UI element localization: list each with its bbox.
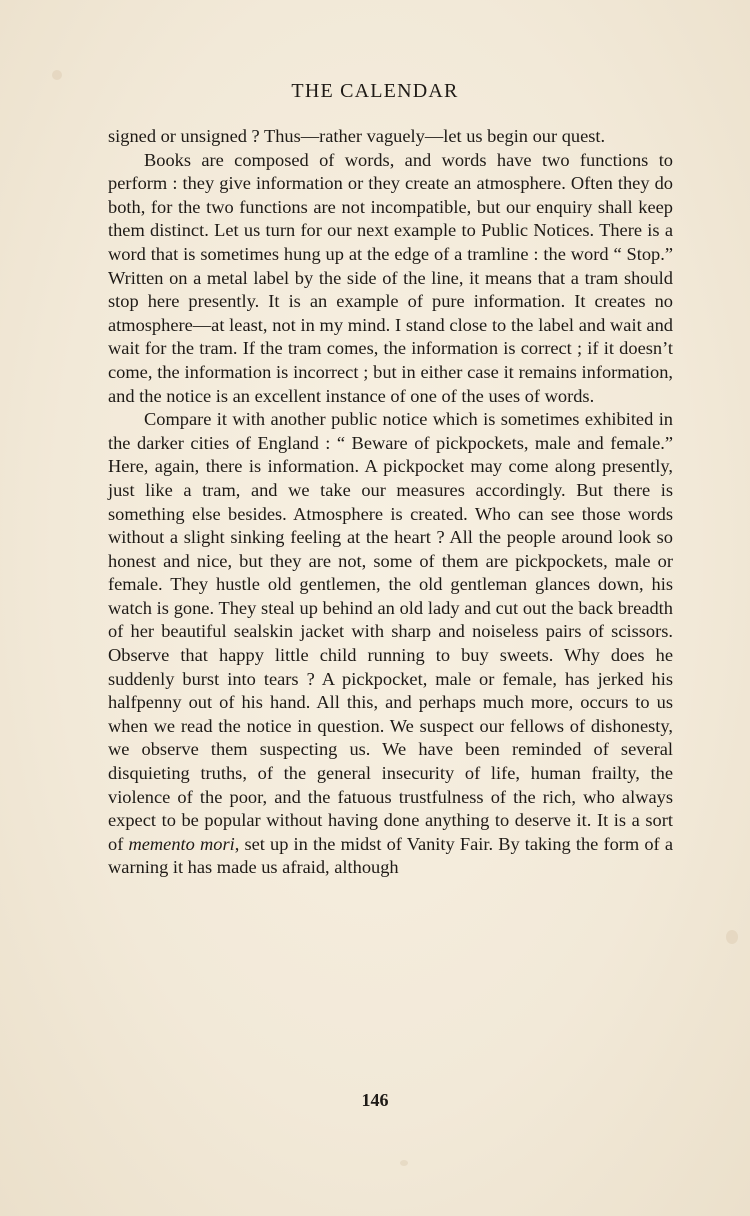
- body-text: [108, 125, 673, 880]
- italic-phrase: memento mori: [128, 833, 235, 854]
- page-number: 146: [361, 1090, 389, 1110]
- paragraph: [108, 408, 673, 880]
- paper-stain: [52, 70, 62, 80]
- paragraph: [108, 125, 673, 149]
- paragraph: [108, 149, 673, 409]
- paper-stain: [726, 930, 738, 944]
- text-segment: Compare it with another public notice which is sometimes exhibited in the darker cities of England : “ Beware of pickpockets, male and female.” Here, again, there is information. A pickpocket may come along presently, just like a tram, and we take our measures accordingly. But there is something else besides. Atmosphere is created. Who can see those words without a slight sinking feeling at the heart ? All the people around look so honest and nice, but they are not, some of them are pickpockets, male or female. They hustle old gentlemen, the old gentleman glances down, his watch is gone. They steal up behind an old lady and cut out the back breadth of her beautiful sealskin jacket with sharp and noiseless pairs of scissors. Observe that happy little child running to buy sweets. Why does he suddenly burst into tears ? A pickpocket, male or female, has jerked his halfpenny out of his hand. All this, and perhaps much more, occurs to us when we read the notice in question. We suspect our fellows of dishonesty, we observe them suspecting us. We have been reminded of several disquieting truths, of the general insecurity of life, human frailty, the violence of the poor, and the fatuous trustfulness of the rich, who always expect to be popular without having done anything to deserve it. It is a sort of: [108, 409, 673, 854]
- text-segment: , set up in the midst of Vanity Fair. By taking the form of a warning it has made us afraid, although: [108, 833, 673, 878]
- text-segment: Books are composed of words, and words have two functions to perform : they give information or they create an atmosphere. Often they do both, for the two functions are not incompatible, but our enquiry shall keep them distinct. Let us turn for our next example to Public Notices. There is a word that is sometimes hung up at the edge of a tramline : the word “ Stop.” Written on a metal label by the side of the line, it means that a tram should stop here presently. It is an example of pure information. It creates no atmosphere—at least, not in my mind. I stand close to the label and wait and wait for the tram. If the tram comes, the information is correct ; if it doesn’t come, the information is incorrect ; but in either case it remains information, and the notice is an excellent instance of one of the uses of words.: [108, 149, 673, 406]
- running-head: THE CALENDAR: [291, 80, 459, 102]
- text-segment: signed or unsigned ? Thus—rather vaguely—let us begin our quest.: [108, 126, 606, 146]
- paper-stain: [400, 1160, 408, 1166]
